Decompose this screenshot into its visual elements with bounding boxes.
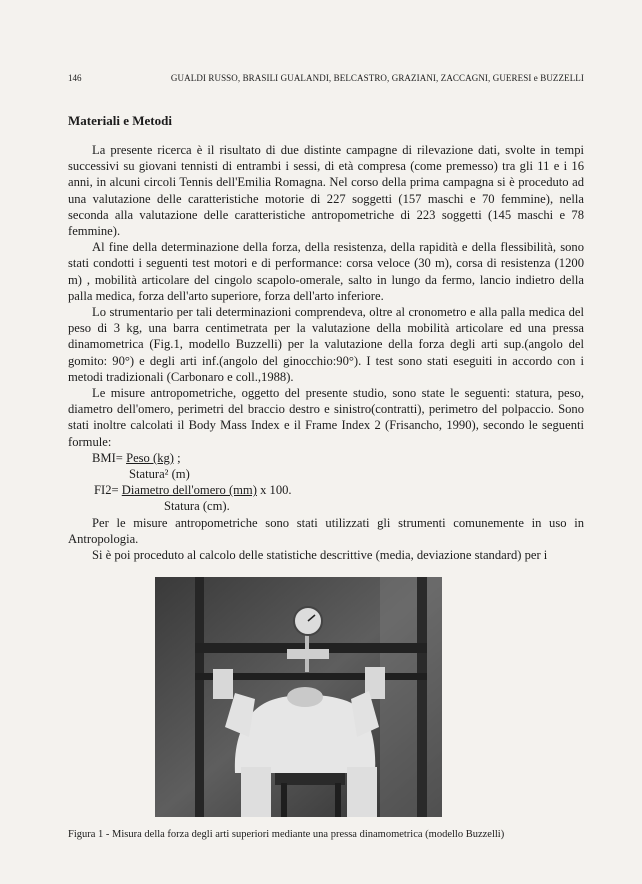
body-text bbox=[68, 142, 584, 563]
running-head: GUALDI RUSSO, BRASILI GUALANDI, BELCASTRO, GRAZIANI, ZACCAGNI, GUERESI e BUZZELLI bbox=[170, 73, 584, 83]
fi2-denominator: Statura (cm). bbox=[164, 499, 230, 514]
paragraph: Per le misure antropometriche sono stati utilizzati gli strumenti comunemente in uso in Antropologia. bbox=[68, 515, 584, 546]
bmi-numerator: Peso (kg) bbox=[126, 450, 174, 465]
paragraph: La presente ricerca è il risultato di due distinte campagne di rilevazione dati, svolte in tempi successivi su giovani tennisti di entrambi i sessi, di età compresa (come premesso) tra gli 11 e i 16 anni, in alcuni circoli Tennis dell'Emilia Romagna. Nel corso della prima campagna si è proceduto ad una valutazione delle caratteristiche motorie di 227 soggetti (157 maschi e 70 femmine), nella seconda alla valutazione delle caratteristiche antropometriche di 223 soggetti (145 maschi e 78 femmine). bbox=[68, 143, 584, 239]
paragraph: Al fine della determinazione della forza, della resistenza, della rapidità e della flessibilità, sono stati condotti i seguenti test motori e di performance: corsa veloce (30 m), corsa di resistenza (1200 m) , mobilità articolare del cingolo scapolo-omerale, salto in lungo da fermo, lancio indietro della palla medica, forza dell'arto superiore, forza dell'arto inferiore. bbox=[68, 240, 584, 303]
fi2-numerator: Diametro dell'omero (mm) bbox=[121, 483, 257, 498]
page-number: 146 bbox=[68, 73, 82, 83]
bmi-denominator: Statura² (m) bbox=[129, 467, 190, 482]
bmi-formula-line bbox=[68, 450, 584, 466]
fi2-multiplier: x 100. bbox=[260, 483, 292, 498]
fi2-formula-line bbox=[68, 482, 584, 498]
bmi-separator: ; bbox=[177, 450, 181, 465]
dynamometer-press-photo bbox=[155, 577, 442, 817]
figure-photo bbox=[155, 577, 442, 817]
fi2-denominator-line bbox=[68, 498, 584, 514]
bmi-denominator-line bbox=[68, 466, 584, 482]
page-header bbox=[68, 73, 584, 87]
fi2-label: FI2= bbox=[94, 483, 119, 498]
figure-caption: Figura 1 - Misura della forza degli arti superiori mediante una pressa dinamometrica (modello Buzzelli) bbox=[68, 829, 505, 840]
section-title: Materiali e Metodi bbox=[68, 113, 172, 128]
paragraph: Lo strumentario per tali determinazioni comprendeva, oltre al cronometro e alla palla medica del peso di 3 kg, una barra centimetrata per la valutazione della mobilità articolare ed una pressa dinamometrica (Fig.1, modello Buzzelli) per la valutazione della forza degli arti sup.(angolo del gomito: 90°) e degli arti inf.(angolo del ginocchio:90°). I test sono stati eseguiti in accordo con i metodi tradizionali (Carbonaro e coll.,1988). bbox=[68, 305, 584, 384]
paragraph: Le misure antropometriche, oggetto del presente studio, sono state le seguenti: statura, peso, diametro dell'omero, perimetri del braccio destro e sinistro(contratti), perimetro del polpaccio. Sono stati inoltre calcolati il Body Mass Index e il Frame Index 2 (Frisancho, 1990), secondo le seguenti formule: bbox=[68, 386, 584, 449]
bmi-label: BMI= bbox=[92, 450, 123, 465]
paragraph: Si è poi proceduto al calcolo delle statistiche descrittive (media, deviazione standard) per i bbox=[92, 548, 548, 563]
